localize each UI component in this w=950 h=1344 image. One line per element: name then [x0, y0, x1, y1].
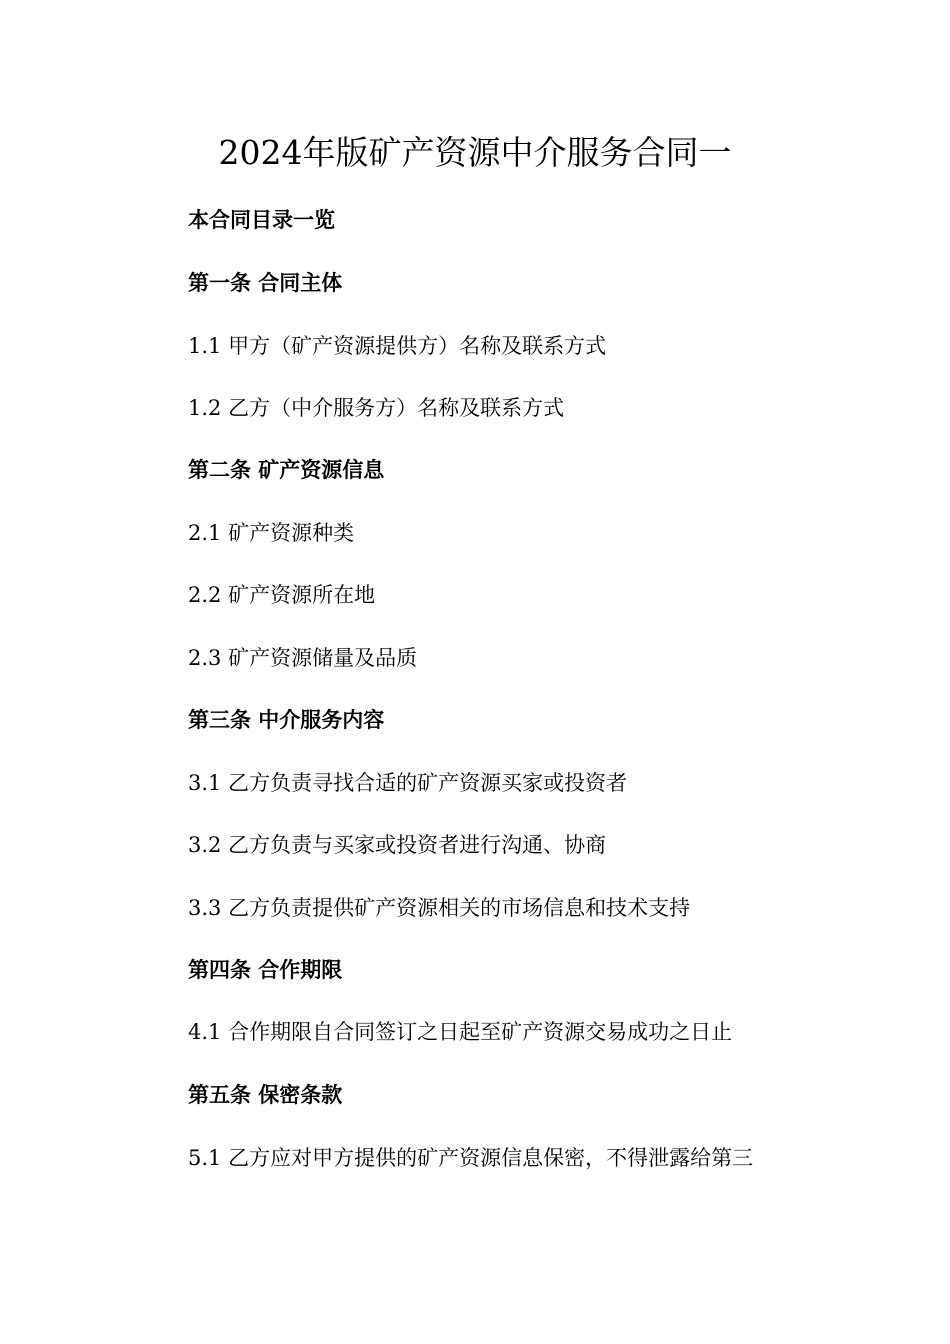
- clause-2-2: 2.2 矿产资源所在地: [188, 583, 376, 607]
- clause-2-3: 2.3 矿产资源储量及品质: [188, 646, 418, 670]
- article-3-heading: 第三条 中介服务内容: [188, 707, 385, 732]
- clause-5-1: 5.1 乙方应对甲方提供的矿产资源信息保密，不得泄露给第三: [188, 1146, 754, 1170]
- toc-heading: 本合同目录一览: [188, 207, 335, 232]
- clause-1-2: 1.2 乙方（中介服务方）名称及联系方式: [188, 396, 565, 420]
- clause-3-2: 3.2 乙方负责与买家或投资者进行沟通、协商: [188, 833, 607, 857]
- clause-4-1: 4.1 合作期限自合同签订之日起至矿产资源交易成功之日止: [188, 1020, 733, 1044]
- clause-3-3: 3.3 乙方负责提供矿产资源相关的市场信息和技术支持: [188, 896, 691, 920]
- article-4-heading: 第四条 合作期限: [188, 957, 343, 982]
- article-5-heading: 第五条 保密条款: [188, 1082, 343, 1107]
- article-2-heading: 第二条 矿产资源信息: [188, 457, 385, 482]
- clause-2-1: 2.1 矿产资源种类: [188, 521, 355, 545]
- article-1-heading: 第一条 合同主体: [188, 270, 343, 295]
- clause-3-1: 3.1 乙方负责寻找合适的矿产资源买家或投资者: [188, 771, 628, 795]
- document-title: 2024年版矿产资源中介服务合同一: [218, 133, 732, 172]
- clause-1-1: 1.1 甲方（矿产资源提供方）名称及联系方式: [188, 334, 607, 358]
